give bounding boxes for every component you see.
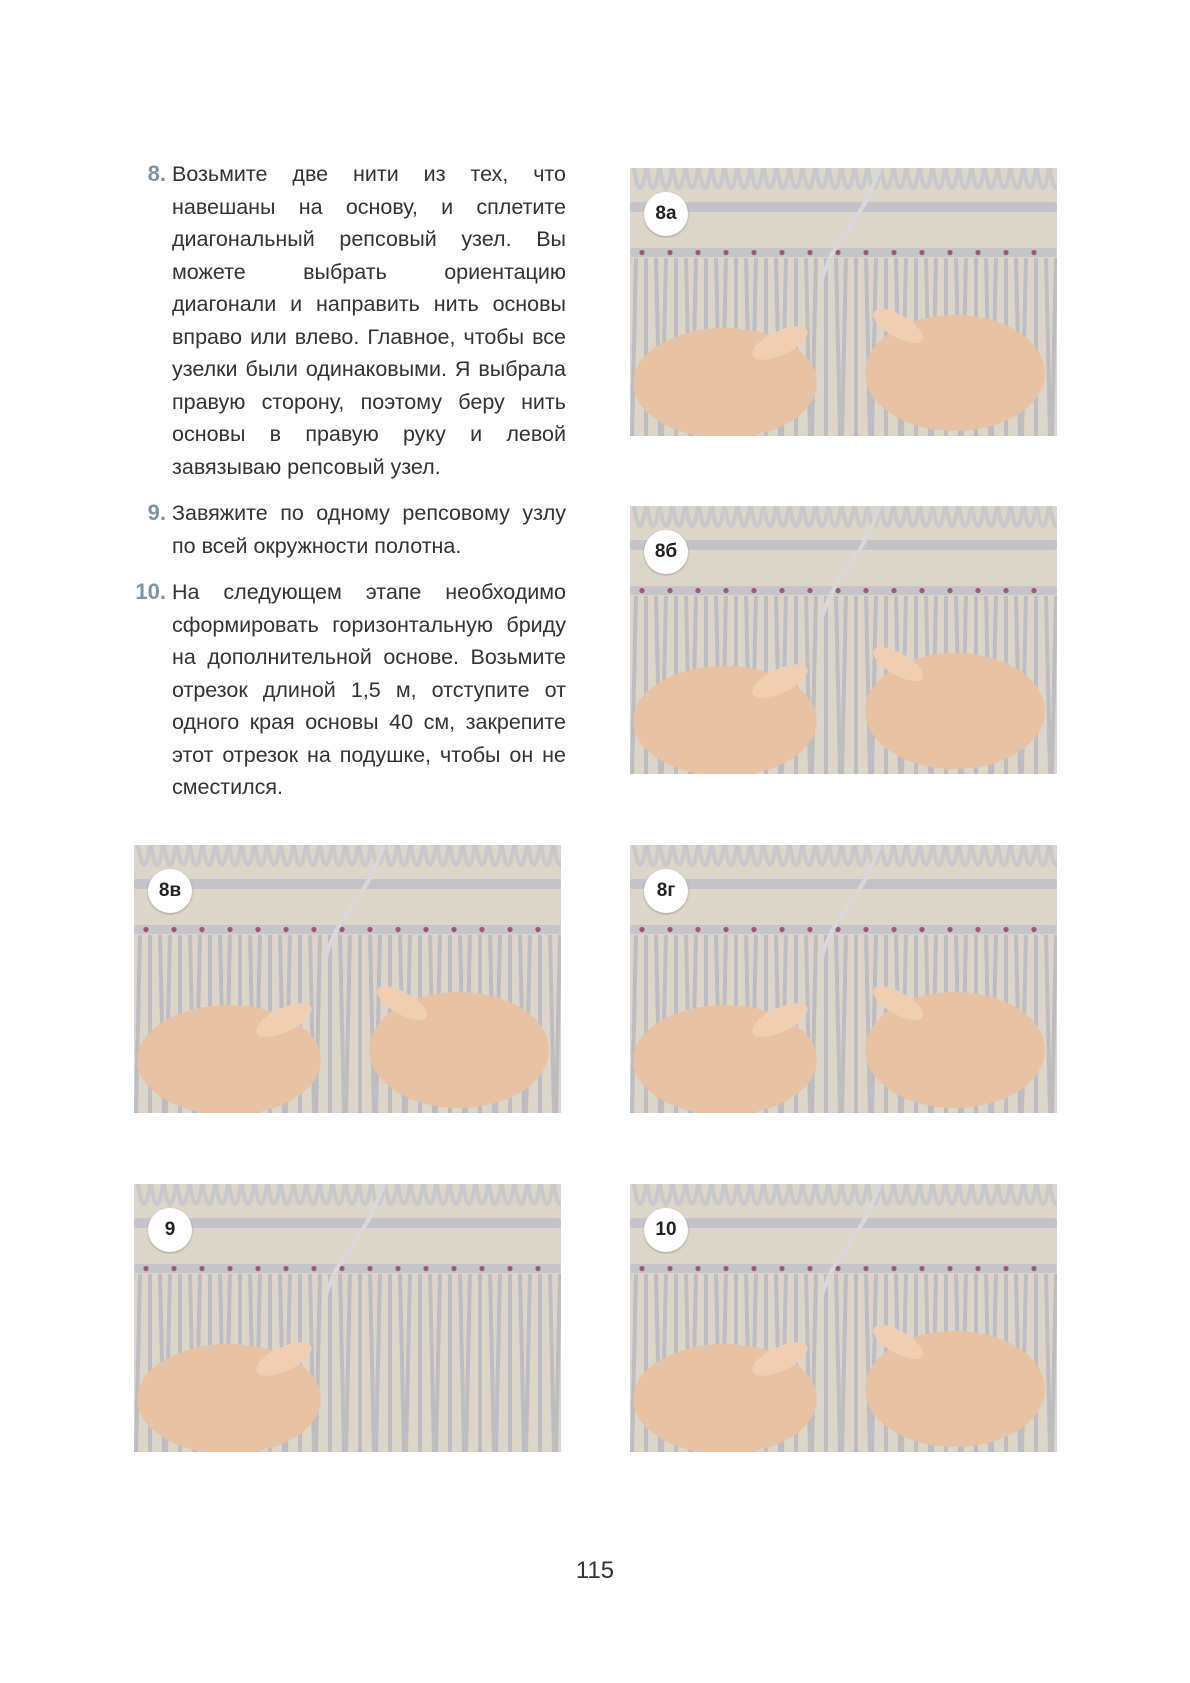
macrame-photo-illustration bbox=[630, 506, 1057, 774]
page-number: 115 bbox=[575, 1557, 615, 1584]
step-number: 8. bbox=[147, 161, 166, 186]
photo-label-badge: 10 bbox=[644, 1208, 688, 1252]
photo-8g bbox=[630, 845, 1057, 1113]
photo-9 bbox=[134, 1184, 561, 1452]
photo-8v bbox=[134, 845, 561, 1113]
photo-label-badge: 9 bbox=[148, 1208, 192, 1252]
macrame-photo-illustration bbox=[630, 168, 1057, 436]
macrame-photo-illustration bbox=[630, 845, 1057, 1113]
step-8 bbox=[128, 158, 566, 483]
macrame-photo-illustration bbox=[134, 845, 561, 1113]
photo-label-badge: 8а bbox=[644, 192, 688, 236]
step-text: Возьмите две нити из тех, что навешаны на основу, и сплетите диагональный репсовый узел. Вы можете выбрать ориентацию диагонали и направить нить основы вправо или влево. Главное, чтобы все узелки были одинаковыми. Я выбрала правую сторону, поэтому беру нить основы в правую руку и левой завязываю репсовый узел. bbox=[172, 162, 566, 479]
photo-8a bbox=[630, 168, 1057, 436]
step-text: Завяжите по одному репсовому узлу по всей окружности полотна. bbox=[172, 501, 566, 558]
step-number: 10. bbox=[135, 579, 166, 604]
step-9 bbox=[128, 497, 566, 562]
photo-label-badge: 8г bbox=[644, 869, 688, 913]
photo-10 bbox=[630, 1184, 1057, 1452]
photo-label-badge: 8в bbox=[148, 869, 192, 913]
step-number: 9. bbox=[147, 500, 166, 525]
step-text: На следующем этапе необходимо сформировать горизонтальную бриду на дополнительной основе. Возьмите отрезок длиной 1,5 м, отступите от одного края основы 40 см, закрепите этот отрезок на подушке, чтобы он не сместился. bbox=[172, 580, 566, 799]
macrame-photo-illustration bbox=[630, 1184, 1057, 1452]
macrame-photo-illustration bbox=[134, 1184, 561, 1452]
step-10 bbox=[128, 576, 566, 804]
photo-8b bbox=[630, 506, 1057, 774]
instruction-steps bbox=[128, 158, 566, 818]
photo-label-badge: 8б bbox=[644, 530, 688, 574]
